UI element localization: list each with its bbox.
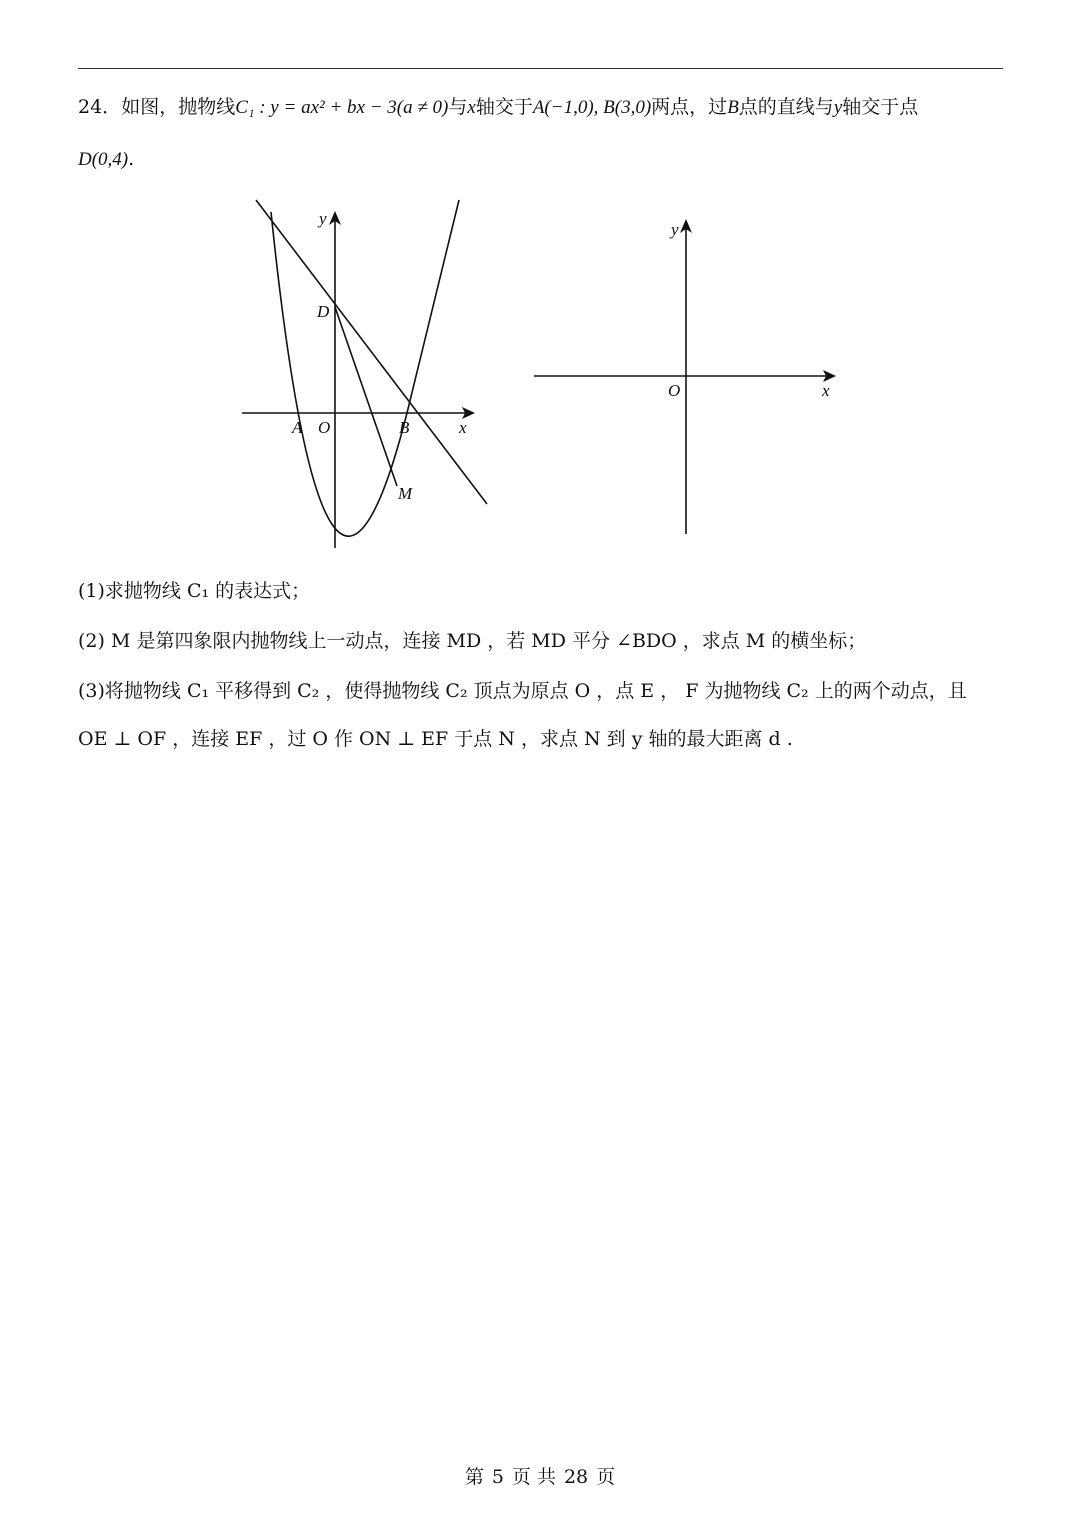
point-b-symbol: B: [727, 97, 739, 118]
line-bd: [256, 200, 487, 504]
parabola-equation: C₁ : y = ax² + bx − 3(a ≠ 0): [235, 97, 449, 118]
label-d: D: [317, 302, 330, 321]
y-axis-symbol: y: [833, 97, 843, 118]
label-o: O: [318, 418, 331, 437]
page-footer: [0, 1462, 1080, 1489]
point-d: D(0,4): [78, 149, 129, 170]
text-segment: .: [128, 148, 135, 170]
question-1: (1)求抛物线 C₁ 的表达式；: [78, 580, 311, 602]
question-3-line1: (3)将抛物线 C₁ 平移得到 C₂ ，使得抛物线 C₂ 顶点为原点 O ，点 E ， F 为抛物线 C₂ 上的两个动点，且: [78, 680, 967, 702]
text-segment: 与: [448, 96, 468, 118]
footer-middle: 页 共: [511, 1466, 556, 1488]
figure-parabola: [230, 190, 500, 560]
footer-suffix: 页: [596, 1466, 616, 1488]
footer-prefix: 第: [464, 1466, 484, 1488]
label-a: A: [292, 418, 303, 437]
problem-intro: 如图，抛物线: [121, 96, 236, 118]
problem-statement-line1: [78, 92, 918, 119]
label-m: M: [398, 484, 413, 503]
problem-number: 24．: [78, 96, 122, 118]
question-3-line2: OE ⊥ OF ，连接 EF ，过 O 作 ON ⊥ EF 于点 N ，求点 N 到 y 轴的最大距离 d .: [78, 728, 793, 750]
problem-statement-line2: [78, 148, 134, 171]
text-segment: 两点，过: [651, 96, 728, 118]
label-x: x: [822, 381, 830, 400]
parabola-curve: [271, 200, 459, 536]
text-segment: 轴交于: [475, 96, 533, 118]
total-pages: 28: [563, 1466, 589, 1488]
question-2: (2) M 是第四象限内抛物线上一动点，连接 MD ，若 MD 平分 ∠BDO ，求点 M 的横坐标；: [78, 630, 867, 652]
text-segment: 轴交于点: [842, 96, 919, 118]
x-axis-symbol: x: [467, 97, 476, 118]
label-o: O: [668, 381, 681, 400]
label-y: y: [671, 220, 679, 239]
label-b: B: [399, 418, 410, 437]
label-y: y: [319, 209, 327, 228]
label-x: x: [459, 418, 467, 437]
figure-blank-axes: [525, 210, 845, 540]
segment-dm: [335, 307, 397, 486]
page-number: 5: [491, 1466, 504, 1488]
points-a-b: A(−1,0), B(3,0): [532, 97, 652, 118]
header-rule: [78, 68, 1003, 69]
text-segment: 点的直线与: [738, 96, 834, 118]
